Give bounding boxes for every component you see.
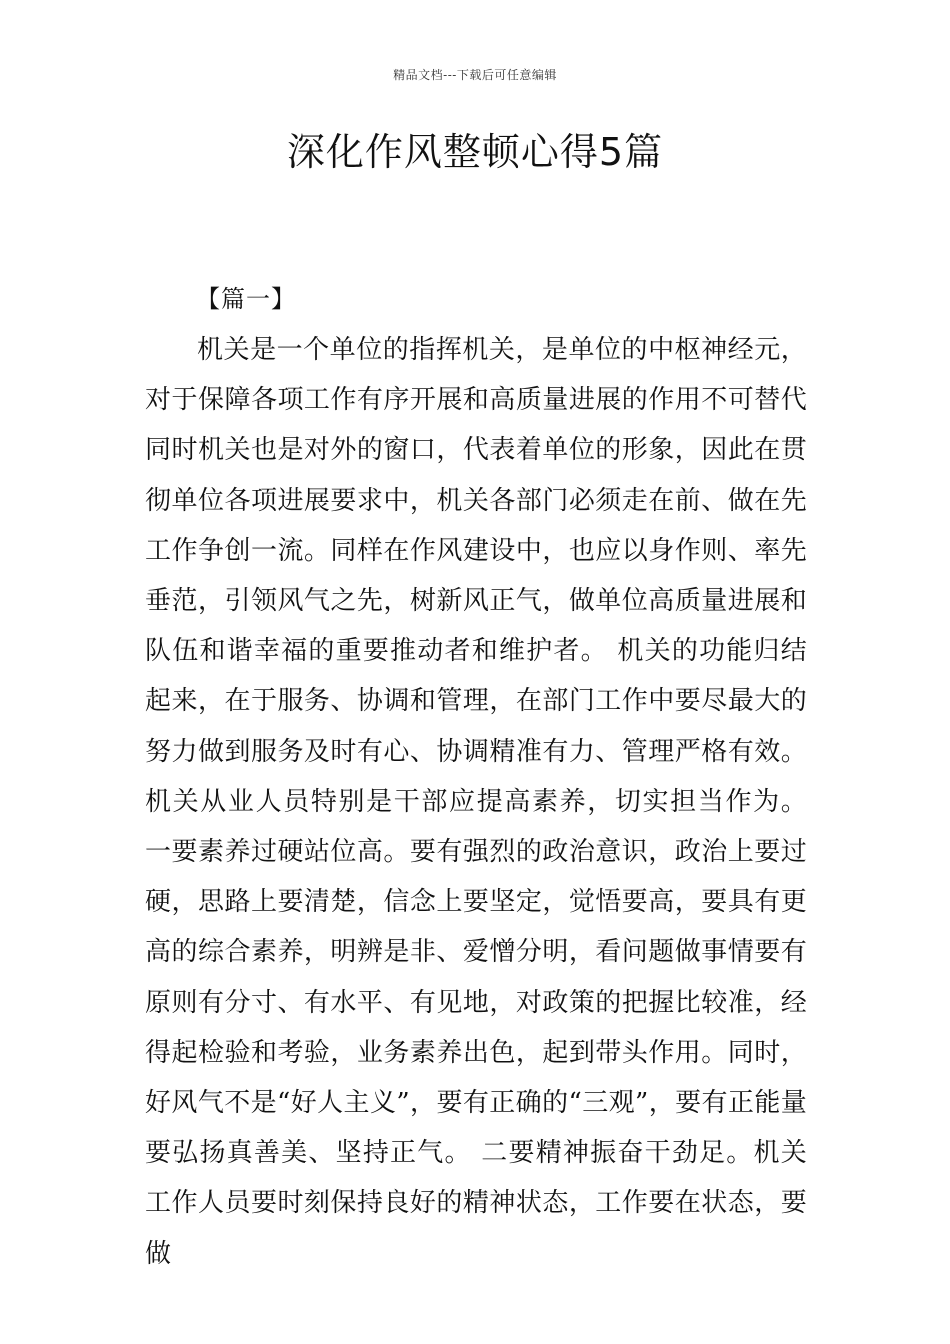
section-label: 【篇一】 (196, 285, 296, 313)
document-title: 深化作风整顿心得5篇 (286, 130, 664, 174)
body-paragraph: 机关是一个单位的指挥机关，是单位的中枢神经元，对于保障各项工作有序开展和高质量进展的作用不可替代同时机关也是对外的窗口，代表着单位的形象，因此在贯彻单位各项进展要求中，机关各部门必须走在前、做在先工作争创一流。同样在作风建设中，也应以身作则、率先垂范，引领风气之先，树新风正气，做单位高质量进展和队伍和谐幸福的重要推动者和维护者。 机关的功能归结起来，在于服务、协调和管理，在部门工作中要尽最大的努力做到服务及时有心、协调精准有力、管理严格有效。 机关从业人员特别是干部应提高素养，切实担当作为。 一要素养过硬站位高。要有强烈的政治意识，政治上要过硬，思路上要清楚，信念上要坚定，觉悟要高，要具有更高的综合素养，明辨是非、爱憎分明，看问题做事情要有原则有分寸、有水平、有见地，对政策的把握比较准，经得起检验和考验，业务素养出色，起到带头作用。同时，好风气不是“好人主义”，要有正确的“三观”，要有正能量要弘扬真善美、坚持正气。 二要精神振奋干劲足。机关工作人员要时刻保持良好的精神状态，工作要在状态，要做 (145, 335, 807, 1269)
header-note: 精品文档---下载后可任意编辑 (393, 68, 557, 82)
